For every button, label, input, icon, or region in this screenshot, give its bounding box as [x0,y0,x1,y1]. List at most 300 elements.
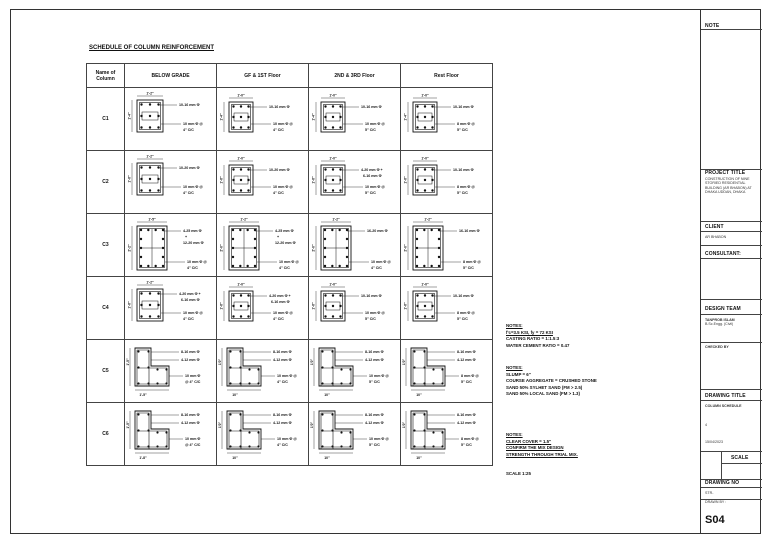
column-outline [135,348,169,386]
rebar-dot [239,445,241,447]
design-team-label: DESIGN TEAM [705,306,741,312]
dim-width-label: 10" [416,456,422,460]
tie-label: 10 mm Φ @ [277,374,297,378]
rebar-dot [240,305,242,307]
header-2nd-3rd-floor: 2ND & 3RD Floor [309,64,401,88]
rebar-dot [232,229,234,231]
bars2-label: 4-12 mm Φ [365,421,384,425]
rebar-dot [232,116,234,118]
rebar-dot [248,368,250,370]
column-outline [319,348,353,386]
rebar-dot [321,413,323,415]
rebar-dot [247,305,249,307]
rebar-dot [416,256,418,258]
rebar-dot [149,166,151,168]
rebar-dot [349,445,351,447]
rebar-dot [339,189,341,191]
rebar-dot [413,366,415,368]
rebar-dot [254,238,256,240]
tie-label: 10 mm Φ @ [273,185,293,189]
column-outline [319,411,353,449]
rebar-dot [331,229,333,231]
rebar-dot [338,265,340,267]
dim-width-label: 10" [324,393,330,397]
rebar-dot [140,126,142,128]
rebar-dot [346,265,348,267]
dim-width-label: 1'-0" [237,156,245,161]
rebar-dot [332,179,334,181]
rebar-dot [321,445,323,447]
bars2-label: 6-16 mm Φ [181,298,200,302]
column-outline [227,411,261,449]
rebar-dot [321,429,323,431]
bars-label: 16-20 mm Φ [367,229,388,233]
dim-height-label: 1'-6" [403,302,408,310]
rebar-dot [424,315,426,317]
header-gf-1st-floor: GF & 1ST Floor [217,64,309,88]
tie-label: 8 mm Φ @ [461,437,479,441]
bars-label: 16-16 mm Φ [459,229,480,233]
section-cell [217,403,309,466]
column-section-drawing [401,403,492,465]
header-name-of-column: Name of Column [87,64,125,88]
dim-width-label: 1'-2" [424,217,432,222]
rebar-dot [239,382,241,384]
rebar-dot [162,247,164,249]
rebar-dot [229,429,231,431]
rebar-dot [147,350,149,352]
column-section-drawing [309,151,400,213]
section-cell [309,340,401,403]
rebar-dot [340,382,342,384]
rebar-dot [232,315,234,317]
rebar-dot [157,126,159,128]
rebar-dot [431,179,433,181]
rebar-dot [140,115,142,117]
bars2-label: 4-12 mm Φ [181,421,200,425]
rebar-dot [147,265,149,267]
note-label: NOTE [705,23,720,29]
section-cell [217,151,309,214]
rebar-dot [240,126,242,128]
rebar-dot [254,247,256,249]
spacing-label: 4" C/C [183,317,194,321]
rebar-dot [339,116,341,118]
tie-label: 8 mm Φ @ [463,260,481,264]
note-line: CLEAR COVER = 1.5" [506,438,552,444]
dim-width-label: 1'-0" [329,282,337,287]
rebar-dot [432,445,434,447]
bars3-label: 12-20 mm Φ [183,241,204,245]
rebar-dot [416,247,418,249]
rebar-dot [324,179,326,181]
section-cell [401,88,493,151]
rebar-dot [332,126,334,128]
sheet-number: S04 [705,514,725,526]
rebar-dot [140,229,142,231]
rebar-dot [424,294,426,296]
tie-label: 10 mm Φ @ [369,374,389,378]
spacing-label: 4" C/C [183,128,194,132]
notes-block-1 [506,323,569,349]
rebar-dot [137,429,139,431]
dim-width-label: 1'-2" [146,91,154,96]
dim-width-label: 1'-0" [329,156,337,161]
rebar-dot [165,368,167,370]
rebar-dot [416,179,418,181]
rebar-dot [232,189,234,191]
column-name-cell: C3 [87,214,125,277]
dim-height-label: 1'-6" [127,301,132,309]
rebar-dot [149,189,151,191]
rebar-dot [432,431,434,433]
table-header-row [87,64,493,88]
column-section-drawing [125,88,216,150]
rebar-dot [331,445,333,447]
tie-label: 10 mm Φ @ [371,260,391,264]
rebar-dot [140,247,142,249]
spacing-label: @ 4" C/C [185,380,201,384]
rebar-dot [154,265,156,267]
dim-width-label: 1'-5" [148,217,156,222]
bars2-label: 4-12 mm Φ [273,358,292,362]
dim-width-label: 10" [324,456,330,460]
rebar-dot [430,265,432,267]
rebar-dot [246,229,248,231]
bars-label: 10-16 mm Φ [453,105,474,109]
rebar-dot [438,238,440,240]
rebar-dot [424,105,426,107]
rebar-dot [140,103,142,105]
rebar-dot [432,368,434,370]
rebar-dot [147,445,149,447]
column-section-drawing [125,151,216,213]
drawn-by-label: DRAWN BY : [705,500,727,504]
rebar-dot [156,431,158,433]
rebar-dot [157,115,159,117]
rebar-dot [149,315,151,317]
rebar-dot [140,166,142,168]
spacing-label: 4" C/C [273,128,284,132]
rebar-dot [156,368,158,370]
section-cell [125,151,217,214]
rebar-dot [324,238,326,240]
rebar-dot [423,366,425,368]
section-cell [309,88,401,151]
rebar-dot [239,229,241,231]
rebar-dot [232,126,234,128]
dim-height-label: 2'-2" [127,244,132,252]
bars-label: 10-16 mm Φ [453,294,474,298]
rebar-dot [416,229,418,231]
rebar-dot [257,445,259,447]
rebar-dot [423,229,425,231]
rebar-dot [321,350,323,352]
rebar-dot [157,315,159,317]
rebar-dot [332,305,334,307]
notes-heading: NOTES: [506,365,523,370]
rebar-dot [324,294,326,296]
dim-height-label: 1'-5" [126,358,130,366]
bars2-label: + [185,235,188,239]
note-line: CONFIRM THE MIX DESIGN [506,445,564,450]
note-line: SAND 50% LOCAL SAND (FM > 1.3) [506,391,580,396]
column-section-drawing [125,403,216,465]
rebar-dot [140,256,142,258]
dim-width-label: 10" [232,456,238,460]
rebar-dot [149,103,151,105]
column-section-drawing [217,340,308,402]
rebar-dot [247,179,249,181]
bars-label: 8-16 mm Φ [181,350,200,354]
spacing-label: 5" C/C [461,380,472,384]
dim-width-label: 1'-0" [329,93,337,98]
tie-outline [321,350,351,386]
rebar-dot [247,315,249,317]
bars2-label: 6-16 mm Φ [271,300,290,304]
column-name-cell: C1 [87,88,125,151]
header-rest-floor: Rest Floor [401,64,493,88]
rebar-dot [339,126,341,128]
rebar-dot [324,256,326,258]
rebar-dot [339,105,341,107]
rebar-dot [240,168,242,170]
dim-width-label: 1'-0" [421,93,429,98]
rebar-dot [324,229,326,231]
rebar-dot [149,126,151,128]
rebar-dot [229,382,231,384]
bars3-label: 12-20 mm Φ [275,241,296,245]
tie-outline [137,413,167,449]
dim-height-label: 2'-0" [403,244,408,252]
table-row [87,340,493,403]
spacing-label: 4" C/C [187,266,198,270]
project-title-label: PROJECT TITLE [705,170,746,176]
rebar-dot [147,229,149,231]
note-line: SLUMP = 6" [506,371,531,377]
designer-name: TANPROB ISLAM [705,318,735,322]
note-line: COURSE AGGREGATE = CRUSHED STONE [506,378,597,383]
rebar-dot [321,382,323,384]
dim-height-label: 1'-4" [127,112,132,120]
rebar-dot [140,265,142,267]
spacing-label: 5" C/C [369,380,380,384]
rebar-dot [441,368,443,370]
dim-height-label: 1'-6" [311,302,316,310]
dim-width-label: 1'-2" [332,217,340,222]
column-outline [411,411,445,449]
rebar-dot [140,292,142,294]
table-row [87,151,493,214]
spacing-label: 5" C/C [457,317,468,321]
rebar-dot [247,189,249,191]
rebar-dot [239,366,241,368]
rebar-dot [413,350,415,352]
tie-outline [137,350,167,386]
bars-label: 8-16 mm Φ [365,350,384,354]
rebar-dot [229,413,231,415]
notes-heading: NOTES: [506,432,523,437]
rebar-dot [247,105,249,107]
rebar-dot [339,294,341,296]
section-cell [401,277,493,340]
rebar-dot [339,168,341,170]
column-section-drawing [309,277,400,339]
rebar-dot [332,189,334,191]
rebar-dot [140,178,142,180]
column-section-drawing [217,277,308,339]
rebar-dot [431,126,433,128]
section-cell [217,340,309,403]
rebar-dot [349,382,351,384]
column-section-drawing [217,214,308,276]
bars-label: 4-25 mm Φ [183,229,202,233]
rebar-dot [248,445,250,447]
rebar-dot [229,445,231,447]
rebar-dot [239,350,241,352]
rebar-dot [257,382,259,384]
rebar-dot [157,304,159,306]
bars-label: 4-25 mm Φ [275,229,294,233]
spacing-label: 4" C/C [277,443,288,447]
dim-width-label: 1'-8" [139,456,147,460]
rebar-dot [331,413,333,415]
spacing-label: 4" C/C [183,191,194,195]
bars2-label: 4-12 mm Φ [365,358,384,362]
rebar-dot [147,413,149,415]
section-cell [401,403,493,466]
dim-height-label: 1'-6" [219,176,224,184]
column-section-drawing [401,214,492,276]
bars-label: 10-16 mm Φ [361,105,382,109]
notes-heading: NOTES: [506,323,523,328]
rebar-dot [441,445,443,447]
rebar-dot [438,265,440,267]
spacing-label: 5" C/C [365,128,376,132]
sheet-small: 4 [705,423,707,427]
bars-label: 10-20 mm Φ [269,168,290,172]
column-section-drawing [401,277,492,339]
bars-label: 10-16 mm Φ [179,103,200,107]
rebar-dot [431,116,433,118]
rebar-dot [430,229,432,231]
column-section-drawing [125,277,216,339]
rebar-dot [339,305,341,307]
rebar-dot [137,350,139,352]
tie-label: 8 mm Φ @ [461,374,479,378]
rebar-dot [431,294,433,296]
bars-label: 10-16 mm Φ [269,105,290,109]
rebar-dot [157,292,159,294]
bars-label: 4-20 mm Φ + [361,168,383,172]
tie-label: 10 mm Φ @ [273,311,293,315]
rebar-dot [137,382,139,384]
drawing-no-label: DRAWING NO [705,480,740,486]
rebar-dot [147,382,149,384]
str-label: STR- [705,491,714,495]
bars2-label: 4-12 mm Φ [181,358,200,362]
rebar-dot [423,382,425,384]
spacing-label: 4" C/C [277,380,288,384]
dim-height-label: 1'0" [402,358,406,366]
tie-outline [229,350,259,386]
tie-label: 10 mm Φ @ [183,185,203,189]
rebar-dot [423,429,425,431]
rebar-dot [331,429,333,431]
rebar-dot [157,103,159,105]
rebar-dot [424,168,426,170]
spacing-label: 5" C/C [369,443,380,447]
section-cell [217,88,309,151]
rebar-dot [156,445,158,447]
bars2-label: 6-16 mm Φ [363,174,382,178]
bars-label: 8-16 mm Φ [365,413,384,417]
note-line: STRENGTH THROUGH TRIAL MIX. [506,451,578,457]
column-section-drawing [401,88,492,150]
dim-width-label: 1'-0" [421,282,429,287]
bars-label: 8-16 mm Φ [181,413,200,417]
rebar-dot [416,105,418,107]
rebar-dot [140,315,142,317]
rebar-dot [240,294,242,296]
rebar-dot [257,431,259,433]
rebar-dot [324,105,326,107]
rebar-dot [416,315,418,317]
column-section-drawing [217,88,308,150]
rebar-dot [339,179,341,181]
rebar-dot [332,294,334,296]
rebar-dot [332,105,334,107]
spacing-label: 5" C/C [365,317,376,321]
tie-label: 10 mm Φ @ [277,437,297,441]
rebar-dot [413,413,415,415]
rebar-dot [424,116,426,118]
rebar-dot [331,366,333,368]
section-cell [125,214,217,277]
rebar-dot [416,116,418,118]
spacing-label: 4" C/C [273,317,284,321]
column-name-cell: C2 [87,151,125,214]
rebar-dot [240,116,242,118]
rebar-dot [324,265,326,267]
column-section-drawing [309,403,400,465]
bars-label: 8-16 mm Φ [273,350,292,354]
rebar-dot [165,445,167,447]
spacing-label: 4" C/C [371,266,382,270]
rebar-dot [137,366,139,368]
dim-width-label: 1'-0" [237,93,245,98]
column-name-cell: C5 [87,340,125,403]
spacing-label: @ 4" C/C [185,443,201,447]
spacing-label: 5" C/C [463,266,474,270]
tie-label: 10 mm Φ @ [187,260,207,264]
rebar-dot [247,294,249,296]
bars-label: 10-20 mm Φ [179,166,200,170]
schedule-title: SCHEDULE OF COLUMN REINFORCEMENT [89,45,214,51]
rebar-dot [424,189,426,191]
rebar-dot [423,445,425,447]
scale-label: SCALE [731,455,749,461]
dim-height-label: 1'-6" [219,302,224,310]
section-cell [309,277,401,340]
bars2-label: 4-12 mm Φ [457,421,476,425]
rebar-dot [232,256,234,258]
rebar-dot [149,292,151,294]
column-section-drawing [125,340,216,402]
tie-label: 8 mm Φ @ [457,122,475,126]
rebar-dot [247,168,249,170]
designer-degree: B.Sc.Engg. (Civil) [705,322,734,326]
